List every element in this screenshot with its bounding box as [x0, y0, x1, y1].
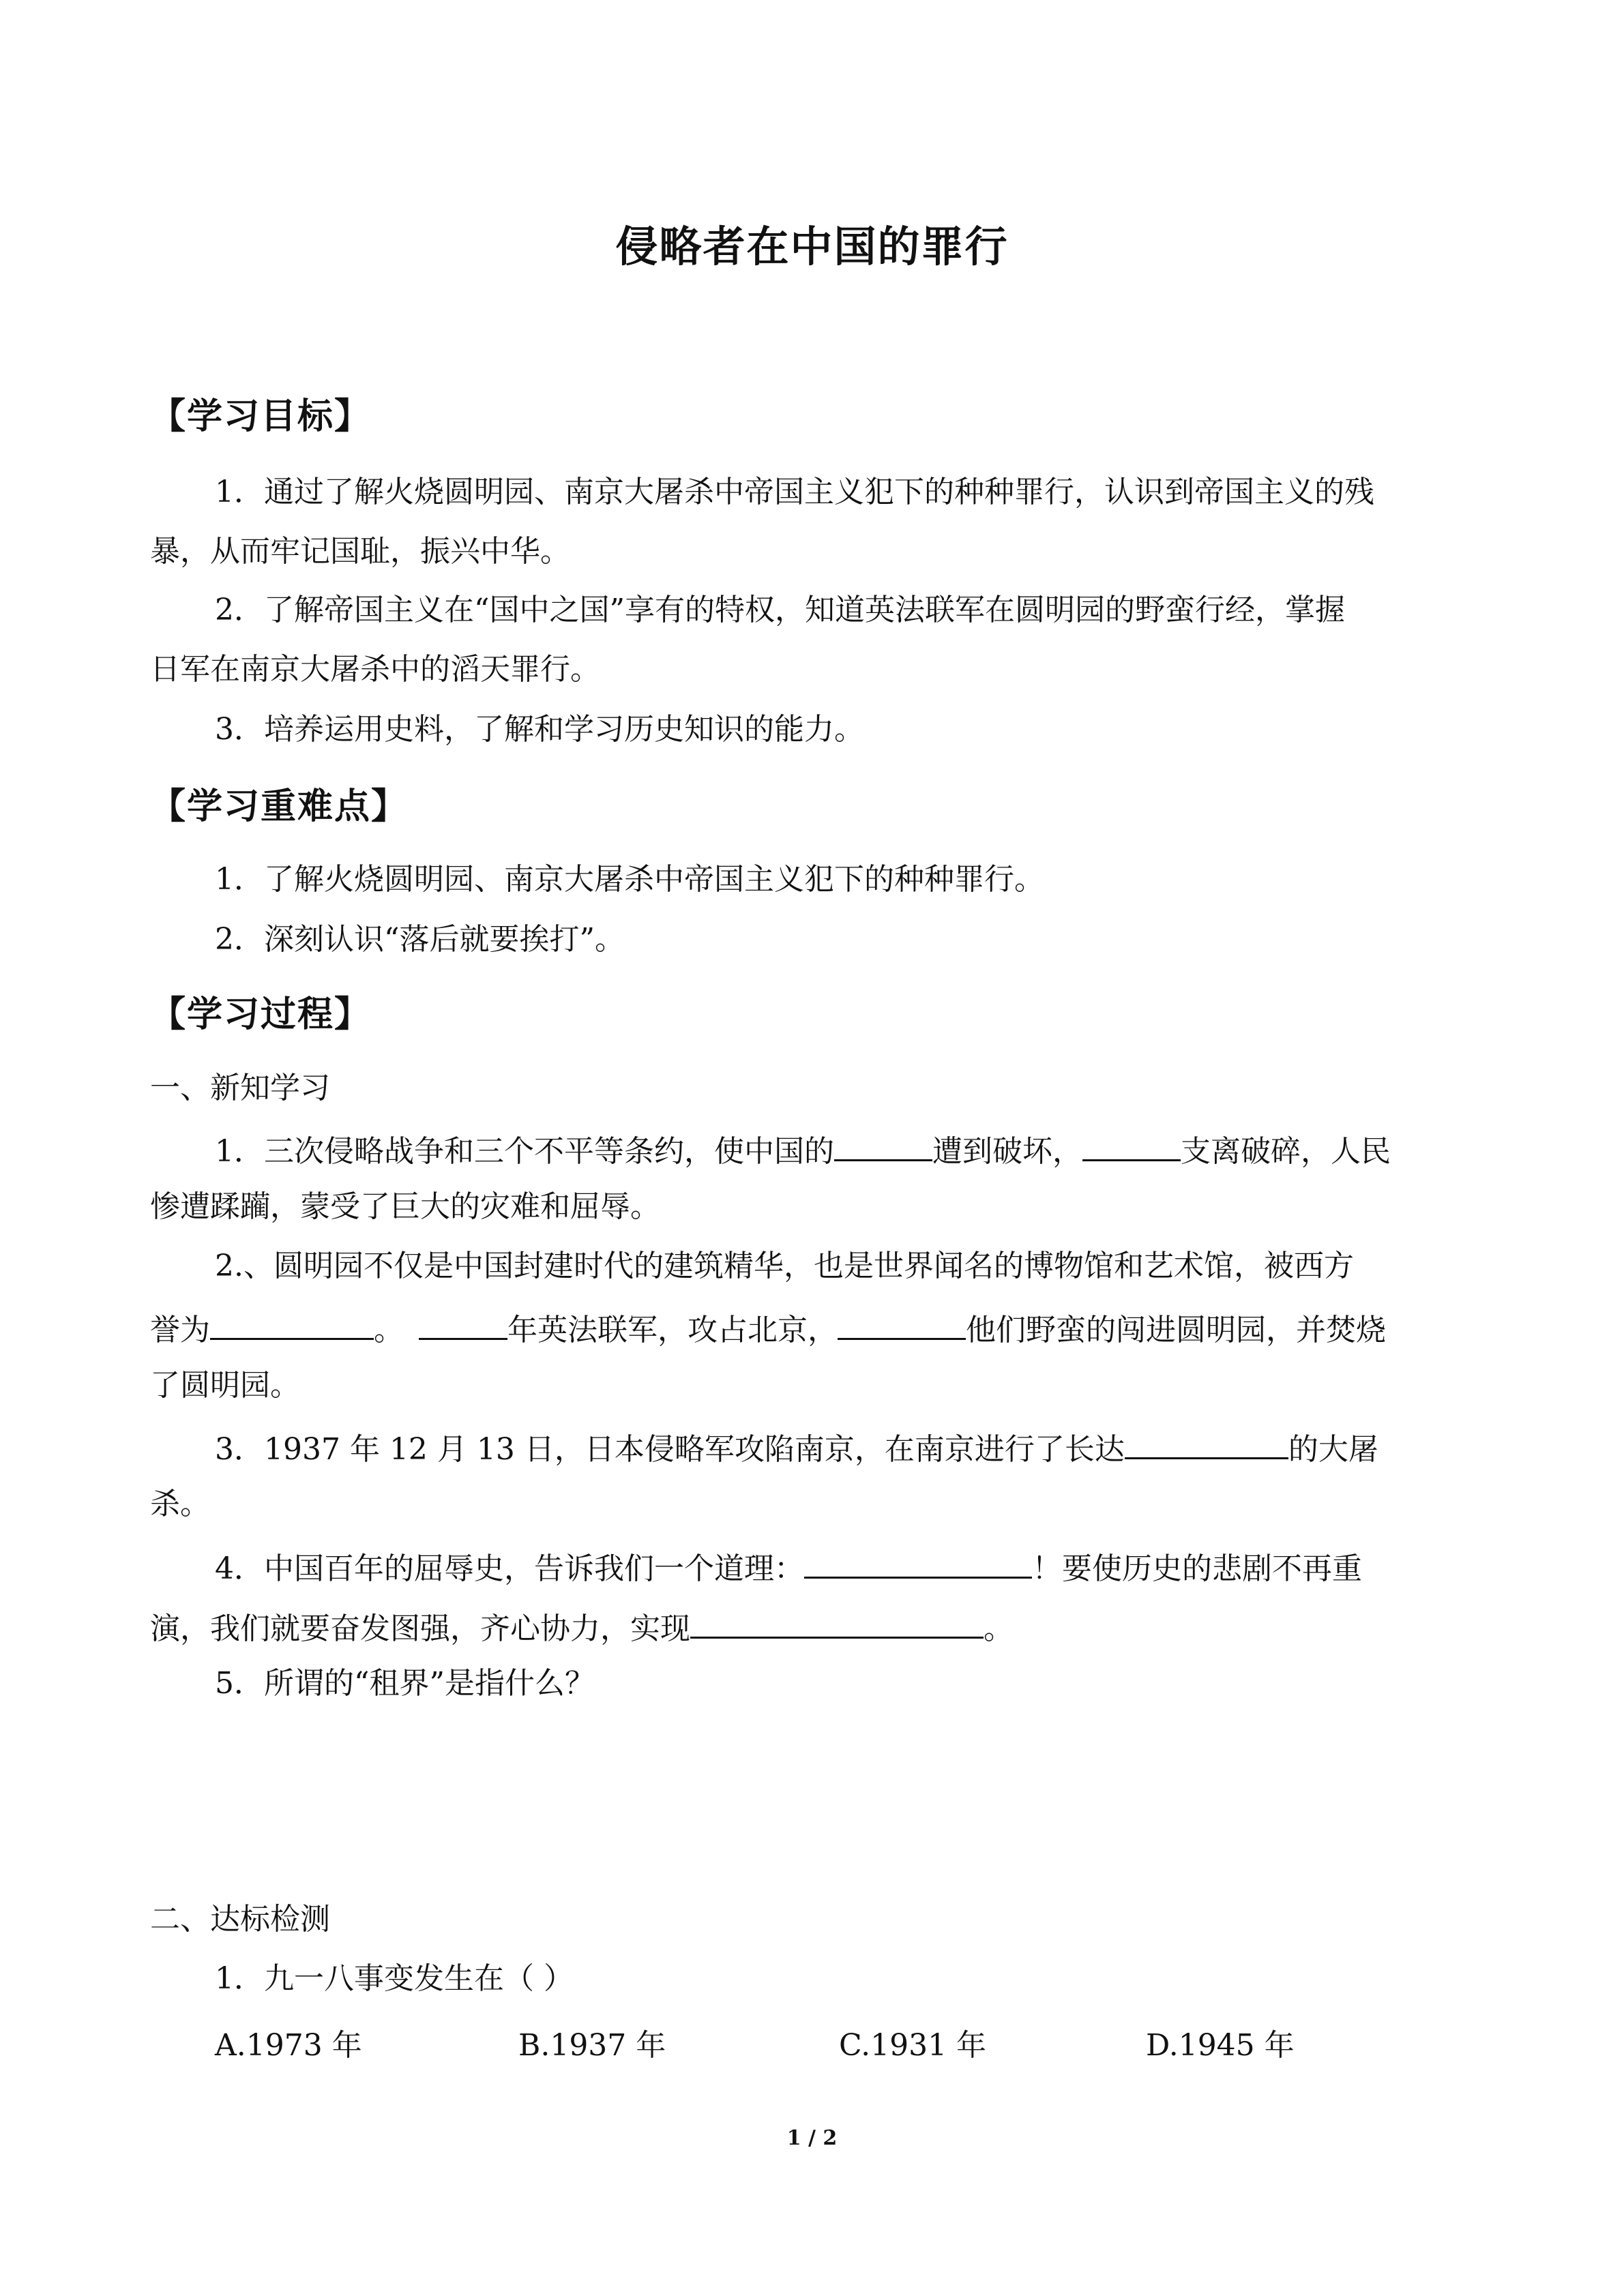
option-b[interactable]: B.1937 年 [518, 2028, 666, 2063]
question-1-text-a: 1．三次侵略战争和三个不平等条约，使中国的 [215, 1134, 834, 1169]
page-title: 侵略者在中国的罪行 [615, 222, 1009, 271]
option-c[interactable]: C.1931 年 [839, 2028, 987, 2063]
answer-blank[interactable] [419, 1311, 507, 1340]
question-3-line-1 [215, 1430, 1378, 1465]
answer-blank[interactable] [1125, 1430, 1288, 1459]
objectives-heading: 【学习目标】 [150, 396, 372, 437]
page-number: 1 / 2 [786, 2126, 838, 2150]
question-4-line-2 [150, 1609, 1014, 1644]
option-a[interactable]: A.1973 年 [215, 2028, 362, 2063]
answer-blank[interactable] [210, 1311, 374, 1340]
question-4-text-b: ！要使历史的悲剧不再重 [1032, 1551, 1362, 1586]
answer-blank[interactable] [804, 1549, 1032, 1579]
question-4-text-d: 。 [984, 1611, 1014, 1646]
key-point-2: 2．深刻认识“落后就要挨打”。 [215, 922, 625, 957]
objective-1-line-1: 1．通过了解火烧圆明园、南京大屠杀中帝国主义犯下的种种罪行，认识到帝国主义的残 [215, 475, 1374, 509]
objective-3: 3．培养运用史料，了解和学习历史知识的能力。 [215, 712, 864, 747]
answer-blank[interactable] [1082, 1132, 1181, 1161]
question-1-text-c: 支离破碎，人民 [1181, 1134, 1391, 1169]
answer-blank[interactable] [834, 1132, 932, 1161]
key-points-heading: 【学习重难点】 [150, 786, 409, 827]
section-assessment: 二、达标检测 [150, 1902, 330, 1937]
question-3-text-b: 的大屠 [1288, 1432, 1378, 1467]
question-4-text-a: 4．中国百年的屈辱史，告诉我们一个道理： [215, 1551, 804, 1586]
test-question-1: 1．九一八事变发生在（ ） [215, 1961, 574, 1996]
section-new-knowledge: 一、新知学习 [150, 1071, 330, 1105]
objective-1-line-2: 暴，从而牢记国耻，振兴中华。 [150, 534, 570, 569]
question-3-line-2: 杀。 [150, 1487, 210, 1521]
answer-blank[interactable] [838, 1311, 966, 1340]
question-4-text-c: 演，我们就要奋发图强，齐心协力，实现 [150, 1611, 690, 1646]
objective-2-line-2: 日军在南京大屠杀中的滔天罪行。 [150, 652, 600, 687]
question-3-text-a: 3．1937 年 12 月 13 日，日本侵略军攻陷南京，在南京进行了长达 [215, 1432, 1125, 1467]
process-heading: 【学习过程】 [150, 994, 372, 1035]
key-point-1: 1．了解火烧圆明园、南京大屠杀中帝国主义犯下的种种罪行。 [215, 862, 1044, 897]
answer-blank[interactable] [690, 1609, 984, 1639]
question-2-text-a: 誉为 [150, 1313, 210, 1347]
objective-2-line-1: 2．了解帝国主义在“国中之国”享有的特权，知道英法联军在圆明园的野蛮行经，掌握 [215, 593, 1345, 627]
question-5: 5．所谓的“租界”是指什么？ [215, 1666, 595, 1701]
question-2-text-d: 他们野蛮的闯进圆明园，并焚烧 [966, 1313, 1386, 1347]
question-4-line-1 [215, 1549, 1362, 1584]
question-1-line-1 [215, 1132, 1391, 1167]
question-2-line-3: 了圆明园。 [150, 1368, 300, 1403]
question-1-text-b: 遭到破坏， [932, 1134, 1082, 1169]
question-2-line-1: 2.、圆明园不仅是中国封建时代的建筑精华，也是世界闻名的博物馆和艺术馆，被西方 [215, 1249, 1354, 1283]
question-2-text-b: 。 [374, 1313, 404, 1347]
question-2-line-2 [150, 1311, 1386, 1345]
option-d[interactable]: D.1945 年 [1146, 2028, 1295, 2063]
question-2-text-c: 年英法联军，攻占北京， [507, 1313, 838, 1347]
question-1-line-2: 惨遭蹂躏，蒙受了巨大的灾难和屈辱。 [150, 1189, 660, 1224]
